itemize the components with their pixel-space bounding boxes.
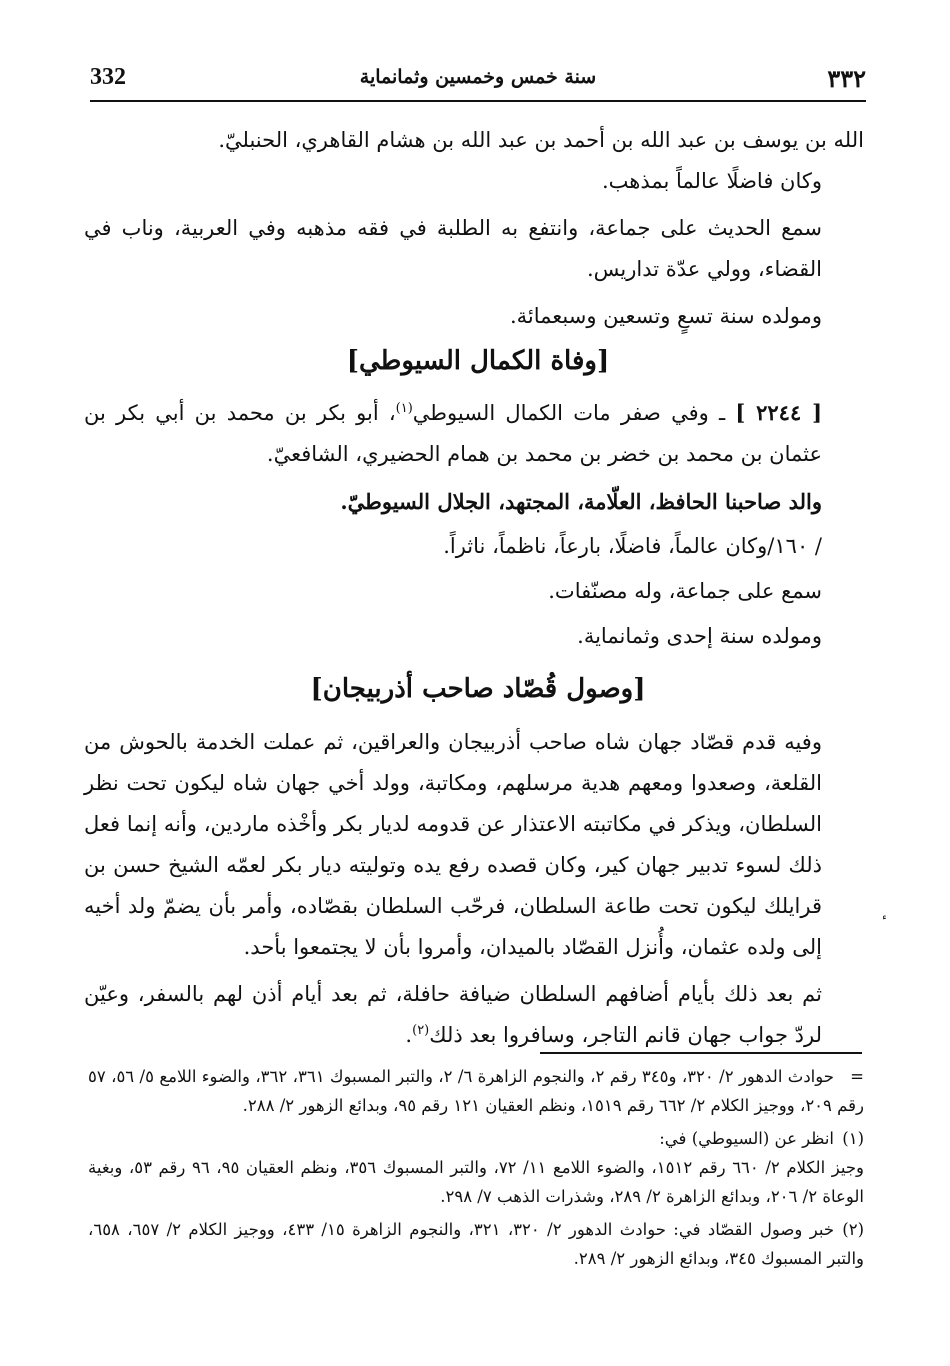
footnote-rule xyxy=(540,1052,862,1054)
running-title: سنة خمس وخمسين وثمانماية xyxy=(359,66,597,88)
entry-text: ، أبو بكر بن محمد بن أبي بكر بن عثمان بن محمد بن خضر بن محمد بن همام الحضيري، الشافعيّ. xyxy=(84,401,822,466)
footnote-mark: (٢) xyxy=(842,1220,865,1239)
entry-number: [ ٢٢٤٤ ] xyxy=(735,400,823,425)
footnote-text: انظر عن (السيوطي) في: xyxy=(659,1129,834,1148)
page-number-arabic: ٣٣٢ xyxy=(827,64,866,93)
entry-paragraph xyxy=(84,392,864,475)
footnote-mark: = xyxy=(850,1067,864,1086)
footnote-ref: (٢) xyxy=(412,1023,430,1038)
section-1 xyxy=(84,120,864,337)
header-rule xyxy=(90,100,866,102)
footnote-ref: (١) xyxy=(395,401,413,416)
page-number-latin: 332 xyxy=(90,64,126,90)
text-line: سمع على جماعة، وله مصنّفات. xyxy=(548,579,822,603)
text-line: ومولده سنة إحدى وثمانماية. xyxy=(577,624,822,648)
footnote-text: خبر وصول القصّاد في: حوادث الدهور ٢/ ٣٢٠، ٣٢١، والنجوم الزاهرة ١٥/ ٤٣٣، ووجيز الكلام ٢/ ٦٥٧، ٦٥٨، والتبر المسبوك ٣٤٥، وبدائع الزهور ٢/ ٢٨٩. xyxy=(88,1220,864,1268)
paragraph xyxy=(84,974,864,1056)
footnote-text: حوادث الدهور ٢/ ٣٢٠، و٣٤٥ رقم ٢، والنجوم الزاهرة ٦/ ٢، والتبر المسبوك ٣٦١، ٣٦٢، والضوء اللامع ٥/ ٥٦، ٥٧ رقم ٢٠٩، ووجيز الكلام ٢/ ٦٦٢ رقم ١٥١٩، ونظم العقيان ١٢١ رقم ٩٥، وبدائع الزهور ٢/ ٢٨٨. xyxy=(88,1067,864,1115)
text-line: ومولده سنة تسعٍ وتسعين وسبعمائة. xyxy=(509,304,822,328)
paragraph-text: . xyxy=(405,1023,413,1047)
paragraph-text: ثم بعد ذلك بأيام أضافهم السلطان ضيافة حافلة، ثم بعد أيام أذن لهم بالسفر، وعيّن لردّ جواب جهان قانم التاجر، وسافروا بعد ذلك xyxy=(84,982,822,1047)
text-line: / ١٦٠/وكان عالماً، فاضلًا، بارعاً، ناظماً، ناثراً. xyxy=(443,534,822,558)
entry-text: ـ وفي صفر مات الكمال السيوطي xyxy=(412,401,736,425)
page-header xyxy=(90,64,866,98)
bold-line: والد صاحبنا الحافظ، العلّامة، المجتهد، الجلال السيوطيّ. xyxy=(340,489,822,514)
text-line: الله بن يوسف بن عبد الله بن أحمد بن عبد الله بن هشام القاهري، الحنبليّ. xyxy=(218,128,864,152)
footnotes xyxy=(88,1062,864,1273)
footnote-1-text: وجيز الكلام ٢/ ٦٦٠ رقم ١٥١٢، والضوء اللامع ١١/ ٧٢، والتبر المسبوك ٣٥٦، ونظم العقيان ٩٥، ٩٦ رقم ٥٣، وبغية الوعاة ٢/ ٢٠٦، وبدائع الزاهرة ٢/ ٢٨٩، وشذرات الذهب ٧/ ٢٩٨. xyxy=(88,1158,864,1206)
section-heading: [وفاة الكمال السيوطي] xyxy=(346,346,610,376)
footnote-mark: (١) xyxy=(842,1129,864,1148)
footnote-1 xyxy=(88,1124,864,1153)
section-heading: [وصول قُصّاد صاحب أذربيجان] xyxy=(310,674,646,704)
section-2 xyxy=(84,392,864,657)
footnote-2 xyxy=(88,1215,864,1273)
section-3 xyxy=(84,722,864,1056)
paragraph: وفيه قدم قصّاد جهان شاه صاحب أذربيجان والعراقين، ثم عملت الخدمة بالحوش من القلعة، وصعدوا ومعهم هدية مرسلهم، ومكاتبة، وولد أخي جهان شاه ليكون تحت نظر السلطان، ويذكر في مكاتبته الاعتذار عن قدومه لديار بكر وأخْذه ماردين، وأنه إنما فعل ذلك لسوء تدبير جهان كير، وكان قصده رفع يده وتوليته ديار بكر لعمّه الشيخ حسن بن قرايلك ليكون تحت طاعة السلطان، فرحّب السلطان بقصّاده، وأمر بأن يضمّ ولد أخيه إلى ولده عثمان، وأُنزل القصّاد بالميدان، وأمروا بأن لا يجتمعوا بأحد. xyxy=(84,730,822,959)
footnote-continued xyxy=(88,1062,864,1120)
paragraph: سمع الحديث على جماعة، وانتفع به الطلبة في فقه مذهبه وفي العربية، وناب في القضاء، وولي عدّة تداريس. xyxy=(84,216,822,281)
text-line: وكان فاضلًا عالماً بمذهب. xyxy=(601,169,822,193)
